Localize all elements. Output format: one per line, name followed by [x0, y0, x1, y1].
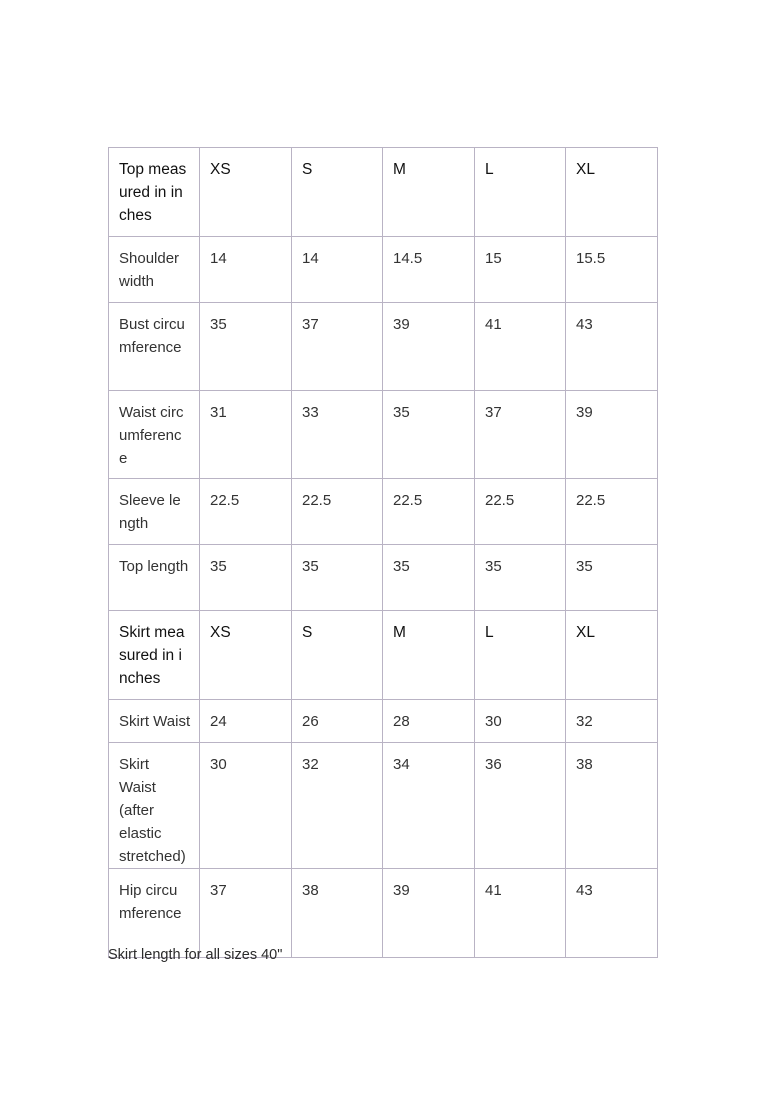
- table-cell: 36: [475, 743, 566, 869]
- row-label: Sleeve length: [109, 479, 200, 545]
- table-row: [109, 700, 658, 743]
- table-row: [109, 237, 658, 303]
- table-row: [109, 303, 658, 391]
- table-cell: 39: [566, 391, 658, 479]
- table-cell: 37: [292, 303, 383, 391]
- table-cell: 35: [475, 545, 566, 611]
- table-cell: 39: [383, 303, 475, 391]
- row-label: Skirt Waist (after elastic stretched): [109, 743, 200, 869]
- skirt-length-note: Skirt length for all sizes 40": [108, 947, 283, 963]
- size-header-xs: XS: [200, 148, 292, 237]
- top-header-row: [109, 148, 658, 237]
- table-cell: 33: [292, 391, 383, 479]
- table-cell: 34: [383, 743, 475, 869]
- size-header-s: S: [292, 611, 383, 700]
- table-cell: 24: [200, 700, 292, 743]
- table-cell: 35: [292, 545, 383, 611]
- table-cell: 41: [475, 869, 566, 958]
- table-cell: 38: [566, 743, 658, 869]
- skirt-header-label: Skirt measured in inches: [109, 611, 200, 700]
- row-label: Skirt Waist: [109, 700, 200, 743]
- table-cell: 22.5: [292, 479, 383, 545]
- table-cell: 37: [475, 391, 566, 479]
- table-cell: 43: [566, 303, 658, 391]
- table-cell: 26: [292, 700, 383, 743]
- table-cell: 30: [200, 743, 292, 869]
- table-cell: 39: [383, 869, 475, 958]
- size-header-m: M: [383, 148, 475, 237]
- table-cell: 32: [292, 743, 383, 869]
- table-row: [109, 391, 658, 479]
- table-cell: 35: [383, 545, 475, 611]
- table-cell: 14: [200, 237, 292, 303]
- table-cell: 14.5: [383, 237, 475, 303]
- table-row: [109, 545, 658, 611]
- size-header-s: S: [292, 148, 383, 237]
- table-cell: 32: [566, 700, 658, 743]
- table-cell: 30: [475, 700, 566, 743]
- table-cell: 22.5: [383, 479, 475, 545]
- table-cell: 14: [292, 237, 383, 303]
- size-header-m: M: [383, 611, 475, 700]
- table-cell: 43: [566, 869, 658, 958]
- row-label: Hip circumference: [109, 869, 200, 958]
- table-cell: 15.5: [566, 237, 658, 303]
- skirt-header-row: [109, 611, 658, 700]
- table-cell: 22.5: [566, 479, 658, 545]
- table-cell: 31: [200, 391, 292, 479]
- size-header-l: L: [475, 611, 566, 700]
- size-chart-table: [108, 147, 658, 958]
- table-cell: 38: [292, 869, 383, 958]
- size-header-l: L: [475, 148, 566, 237]
- row-label: Waist circumference: [109, 391, 200, 479]
- row-label: Top length: [109, 545, 200, 611]
- table-cell: 35: [200, 303, 292, 391]
- size-header-xl: XL: [566, 148, 658, 237]
- size-header-xl: XL: [566, 611, 658, 700]
- top-header-label: Top measured in inches: [109, 148, 200, 237]
- table-row: [109, 743, 658, 869]
- row-label: Shoulder width: [109, 237, 200, 303]
- row-label: Bust circumference: [109, 303, 200, 391]
- table-cell: 22.5: [475, 479, 566, 545]
- table-cell: 22.5: [200, 479, 292, 545]
- table-cell: 35: [566, 545, 658, 611]
- table-cell: 28: [383, 700, 475, 743]
- table-cell: 15: [475, 237, 566, 303]
- table-cell: 35: [383, 391, 475, 479]
- table-cell: 41: [475, 303, 566, 391]
- table-cell: 37: [200, 869, 292, 958]
- table-row: [109, 479, 658, 545]
- table-cell: 35: [200, 545, 292, 611]
- size-header-xs: XS: [200, 611, 292, 700]
